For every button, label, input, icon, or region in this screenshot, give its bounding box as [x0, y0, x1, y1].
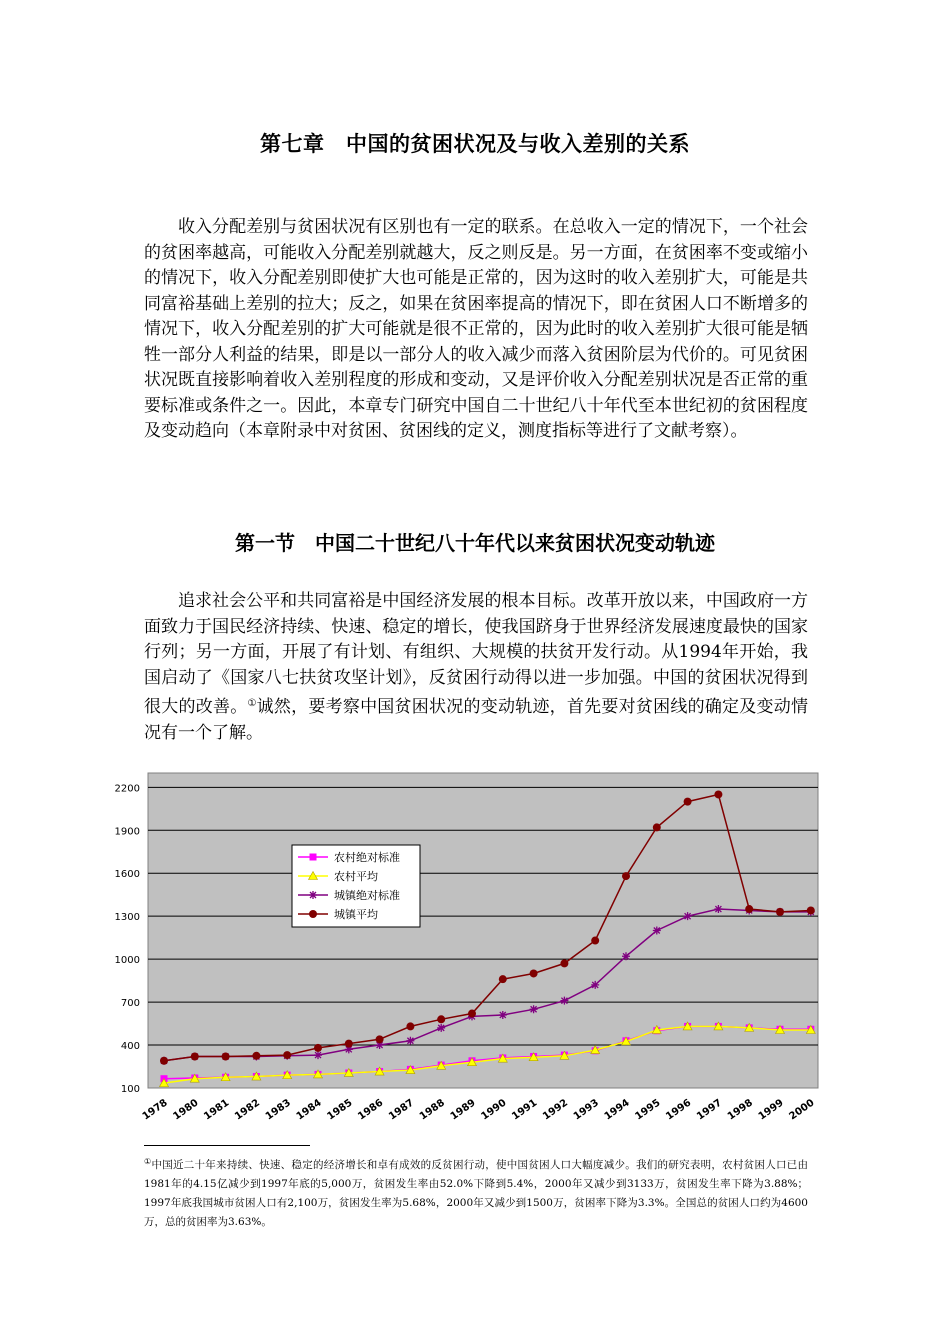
series-4-point: [560, 959, 568, 967]
series-4-point: [160, 1057, 168, 1065]
x-tick-label: 1983: [263, 1097, 293, 1123]
x-tick-label: 1988: [417, 1097, 447, 1123]
x-tick-label: 1998: [725, 1097, 755, 1123]
x-tick-label: 1986: [356, 1097, 386, 1123]
footnote-text: 中国近二十年来持续、快速、稳定的经济增长和卓有成效的反贫困行动，使中国贫困人口大幅度减少。我们的研究表明，农村贫困人口已由1981年的4.15亿减少到1997年底的5,000万，贫困发生率由52.0%下降到5.4%，2000年又减少到3133万，贫困发生率下降为3.88%；1997年底我国城市贫困人口有2,100万，贫困发生率为5.68%，2000年又减少到1500万，贫困率下降为3.3%。全国总的贫困人口约为4600万，总的贫困率为3.63%。: [144, 1159, 809, 1228]
poverty-line-chart: [100, 765, 830, 1140]
series-3-point: [622, 952, 630, 960]
legend-label: 农村平均: [334, 870, 378, 883]
y-tick-label: 700: [120, 998, 140, 1010]
x-tick-label: 1990: [479, 1097, 509, 1123]
x-tick-label: 1989: [448, 1097, 478, 1123]
footnote: [144, 1152, 808, 1232]
x-tick-label: 1996: [664, 1097, 694, 1123]
legend-label: 城镇平均: [334, 908, 378, 921]
legend-marker: [309, 891, 317, 899]
series-3-point: [406, 1037, 414, 1045]
series-4-point: [591, 937, 599, 945]
y-tick-label: 1300: [114, 912, 140, 924]
section-paragraph: [144, 589, 808, 746]
x-tick-label: 1978: [140, 1097, 170, 1123]
series-4-point: [376, 1035, 384, 1043]
series-3-point: [437, 1024, 445, 1032]
series-4-point: [714, 790, 722, 798]
series-4-point: [222, 1053, 230, 1061]
legend-label: 农村绝对标准: [334, 851, 400, 864]
section-paragraph-part-b: 诚然，要考察中国贫困状况的变动轨迹，首先要对贫困线的确定及变动情况有一个了解。: [144, 697, 809, 743]
x-tick-label: 1997: [695, 1097, 725, 1123]
series-4-point: [252, 1052, 260, 1060]
plot-area: [148, 773, 818, 1088]
footnote-reference[interactable]: ①: [247, 698, 257, 709]
y-tick-label: 1600: [114, 869, 140, 881]
legend-label: 城镇绝对标准: [334, 889, 400, 902]
series-4-point: [406, 1022, 414, 1030]
x-tick-label: 1994: [602, 1097, 632, 1123]
x-tick-label: 1993: [571, 1097, 601, 1123]
footnote-separator: [144, 1145, 310, 1146]
y-tick-label: 100: [120, 1084, 140, 1095]
series-4-point: [653, 823, 661, 831]
series-3-point: [714, 905, 722, 913]
series-3-point: [314, 1051, 322, 1059]
series-4-point: [345, 1040, 353, 1048]
series-3-point: [499, 1011, 507, 1019]
x-tick-label: 1999: [756, 1097, 786, 1123]
series-4-point: [807, 906, 815, 914]
x-tick-label: 1982: [233, 1097, 263, 1123]
section-title: 第一节 中国二十世纪八十年代以来贫困状况变动轨迹: [235, 531, 715, 555]
x-tick-label: 1984: [294, 1097, 324, 1123]
legend-marker: [309, 910, 317, 918]
series-4-point: [622, 872, 630, 880]
x-tick-label: 1992: [541, 1097, 571, 1123]
series-4-point: [468, 1010, 476, 1018]
legend-marker: [310, 854, 317, 861]
series-4-point: [499, 975, 507, 983]
series-4-point: [437, 1015, 445, 1023]
series-4-point: [745, 905, 753, 913]
series-3-point: [530, 1005, 538, 1013]
x-tick-label: 1987: [387, 1097, 417, 1123]
series-3-point: [653, 927, 661, 935]
series-4-point: [530, 969, 538, 977]
intro-paragraph: 收入分配差别与贫困状况有区别也有一定的联系。在总收入一定的情况下，一个社会的贫困率越高，可能收入分配差别就越大，反之则反是。另一方面，在贫困率不变或缩小的情况下，收入分配差别即使扩大也可能是正常的，因为这时的收入差别扩大，可能是共同富裕基础上差别的拉大；反之，如果在贫困率提高的情况下，即在贫困人口不断增多的情况下，收入分配差别的扩大可能就是很不正常的，因为此时的收入差别扩大很可能是牺牲一部分人利益的结果，即是以一部分人的收入减少而落入贫困阶层为代价的。可见贫困状况既直接影响着收入差别程度的形成和变动，又是评价收入分配差别状况是否正常的重要标准或条件之一。因此，本章专门研究中国自二十世纪八十年代至本世纪初的贫困程度及变动趋向（本章附录中对贫困、贫困线的定义，测度指标等进行了文献考察）。: [144, 217, 808, 441]
y-tick-label: 2200: [114, 783, 140, 795]
footnote-marker: ①: [144, 1157, 152, 1166]
y-tick-label: 400: [120, 1041, 140, 1053]
series-4-point: [314, 1044, 322, 1052]
series-4-point: [776, 908, 784, 916]
section-paragraph-part-a: 追求社会公平和共同富裕是中国经济发展的根本目标。改革开放以来，中国政府一方面致力于国民经济持续、快速、稳定的增长，使我国跻身于世界经济发展速度最快的国家行列；另一方面，开展了有计划、有组织、大规模的扶贫开发行动。从1994年开始，我国启动了《国家八七扶贫攻坚计划》，反贫困行动得以进一步加强。中国的贫困状况得到很大的改善。: [144, 591, 808, 717]
y-tick-label: 1000: [114, 955, 140, 967]
series-3-point: [591, 981, 599, 989]
x-tick-label: 1991: [510, 1097, 540, 1123]
chapter-title: 第七章 中国的贫困状况及与收入差别的关系: [260, 132, 690, 156]
x-tick-label: 1985: [325, 1097, 355, 1123]
x-tick-label: 1981: [202, 1097, 232, 1123]
y-tick-label: 1900: [114, 826, 140, 838]
series-3-point: [684, 912, 692, 920]
series-3-point: [560, 997, 568, 1005]
x-tick-label: 1980: [171, 1097, 201, 1123]
series-4-point: [283, 1051, 291, 1059]
x-tick-label: 2000: [787, 1097, 817, 1123]
x-tick-label: 1995: [633, 1097, 663, 1123]
series-4-point: [191, 1053, 199, 1061]
series-4-point: [684, 798, 692, 806]
